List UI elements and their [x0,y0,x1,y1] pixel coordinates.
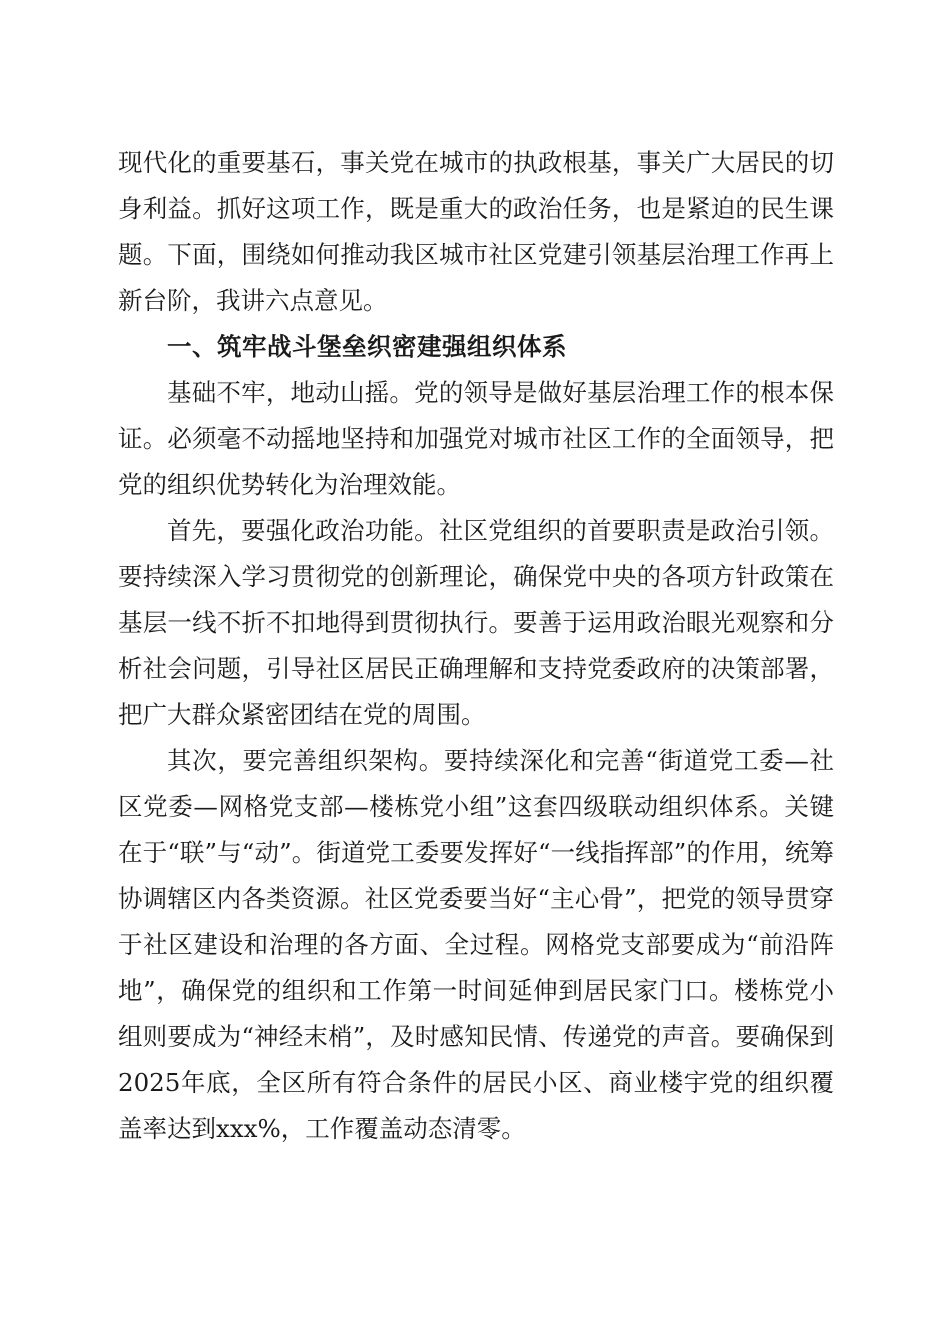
paragraph-organization-structure: 其次，要完善组织架构。要持续深化和完善“街道党工委—社区党委—网格党支部—楼栋党小组”这套四级联动组织体系。关键在于“联”与“动”。街道党工委要发挥好“一线指挥部”的作用，统筹协调辖区内各类资源。社区党委要当好“主心骨”，把党的领导贯穿于社区建设和治理的各方面、全过程。网格党支部要成为“前沿阵地”，确保党的组织和工作第一时间延伸到居民家门口。楼栋党小组则要成为“神经末梢”，及时感知民情、传递党的声音。要确保到2025年底，全区所有符合条件的居民小区、商业楼宇党的组织覆盖率达到xxx%，工作覆盖动态清零。 [118,746,834,1143]
paragraph-political-function: 首先，要强化政治功能。社区党组织的首要职责是政治引领。要持续深入学习贯彻党的创新理论，确保党中央的各项方针政策在基层一线不折不扣地得到贯彻执行。要善于运用政治眼光观察和分析社会问题，引导社区居民正确理解和支持党委政府的决策部署，把广大群众紧密团结在党的周围。 [118,516,834,729]
section-heading-1: 一、筑牢战斗堡垒织密建强组织体系 [167,332,567,361]
document-page [118,140,834,1152]
paragraph-foundation: 基础不牢，地动山摇。党的领导是做好基层治理工作的根本保证。必须毫不动摇地坚持和加强党对城市社区工作的全面领导，把党的组织优势转化为治理效能。 [118,378,834,499]
paragraph-intro-continuation: 现代化的重要基石，事关党在城市的执政根基，事关广大居民的切身利益。抓好这项工作，既是重大的政治任务，也是紧迫的民生课题。下面，围绕如何推动我区城市社区党建引领基层治理工作再上新台阶，我讲六点意见。 [118,148,834,315]
